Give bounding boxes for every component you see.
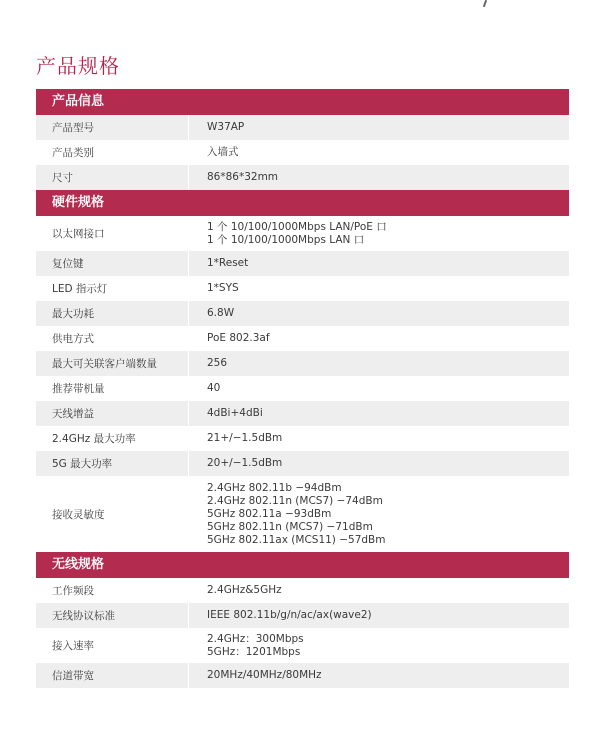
row-label: 2.4GHz 最大功率 bbox=[36, 426, 189, 451]
row-value bbox=[189, 628, 569, 663]
value-line: 40 bbox=[207, 382, 221, 394]
value-line: 5GHz 802.11n (MCS7) −71dBm bbox=[207, 520, 373, 533]
value-line: 6.8W bbox=[207, 307, 235, 319]
value-line: 入墙式 bbox=[207, 146, 239, 158]
row-label: 以太网接口 bbox=[36, 216, 189, 251]
value-line: 5GHz：1201Mbps bbox=[207, 645, 301, 658]
value-line: 86*86*32mm bbox=[207, 171, 279, 183]
value-line: PoE 802.3af bbox=[207, 332, 270, 344]
value-line: 1 个 10/100/1000Mbps LAN/PoE 口 bbox=[207, 220, 387, 233]
row-label: 无线协议标准 bbox=[36, 603, 189, 628]
row-value bbox=[189, 451, 569, 476]
table-row bbox=[36, 351, 569, 376]
row-label: 最大功耗 bbox=[36, 301, 189, 326]
table-row bbox=[36, 663, 569, 688]
value-line: 1 个 10/100/1000Mbps LAN 口 bbox=[207, 233, 365, 246]
row-value bbox=[189, 476, 569, 552]
value-line: IEEE 802.11b/g/n/ac/ax(wave2) bbox=[207, 609, 372, 621]
table-row bbox=[36, 426, 569, 451]
value-line: 5GHz 802.11a −93dBm bbox=[207, 507, 332, 520]
row-value bbox=[189, 165, 569, 190]
value-line: 2.4GHz：300Mbps bbox=[207, 632, 304, 645]
page-title: 产品规格 bbox=[36, 54, 120, 78]
row-label: 产品类别 bbox=[36, 140, 189, 165]
value-line: 21+/−1.5dBm bbox=[207, 432, 283, 444]
table-row bbox=[36, 276, 569, 301]
spec-table bbox=[36, 89, 569, 688]
value-line: W37AP bbox=[207, 121, 245, 133]
table-row bbox=[36, 578, 569, 603]
corner-mark bbox=[483, 0, 487, 7]
row-value bbox=[189, 251, 569, 276]
table-row bbox=[36, 476, 569, 552]
section-header-product-info: 产品信息 bbox=[36, 89, 569, 115]
table-row bbox=[36, 251, 569, 276]
row-value bbox=[189, 578, 569, 603]
table-row bbox=[36, 301, 569, 326]
value-line: 5GHz 802.11ax (MCS11) −57dBm bbox=[207, 533, 386, 546]
table-row bbox=[36, 140, 569, 165]
row-value bbox=[189, 301, 569, 326]
section-header-hardware: 硬件规格 bbox=[36, 190, 569, 216]
row-label: 5G 最大功率 bbox=[36, 451, 189, 476]
value-line: 1*Reset bbox=[207, 257, 249, 269]
row-label: 接入速率 bbox=[36, 628, 189, 663]
row-value bbox=[189, 276, 569, 301]
table-row bbox=[36, 216, 569, 251]
table-row bbox=[36, 451, 569, 476]
row-label: 天线增益 bbox=[36, 401, 189, 426]
value-line: 2.4GHz 802.11n (MCS7) −74dBm bbox=[207, 494, 383, 507]
value-line: 1*SYS bbox=[207, 282, 239, 294]
table-row bbox=[36, 401, 569, 426]
table-row bbox=[36, 115, 569, 140]
row-label: 产品型号 bbox=[36, 115, 189, 140]
row-label: 复位键 bbox=[36, 251, 189, 276]
row-label: 工作频段 bbox=[36, 578, 189, 603]
value-line: 20+/−1.5dBm bbox=[207, 457, 283, 469]
row-value bbox=[189, 376, 569, 401]
value-line: 2.4GHz&5GHz bbox=[207, 584, 282, 596]
row-value bbox=[189, 663, 569, 688]
row-label: 接收灵敏度 bbox=[36, 476, 189, 552]
row-value bbox=[189, 351, 569, 376]
table-row bbox=[36, 326, 569, 351]
table-row bbox=[36, 603, 569, 628]
table-row bbox=[36, 165, 569, 190]
row-label: 尺寸 bbox=[36, 165, 189, 190]
row-label: 供电方式 bbox=[36, 326, 189, 351]
row-label: 推荐带机量 bbox=[36, 376, 189, 401]
table-row bbox=[36, 376, 569, 401]
value-line: 4dBi+4dBi bbox=[207, 407, 263, 419]
row-label: 信道带宽 bbox=[36, 663, 189, 688]
row-value bbox=[189, 140, 569, 165]
row-value bbox=[189, 426, 569, 451]
value-line: 256 bbox=[207, 357, 228, 369]
table-row bbox=[36, 628, 569, 663]
row-value bbox=[189, 603, 569, 628]
row-label: 最大可关联客户端数量 bbox=[36, 351, 189, 376]
row-value bbox=[189, 115, 569, 140]
value-line: 20MHz/40MHz/80MHz bbox=[207, 669, 322, 681]
section-header-wireless: 无线规格 bbox=[36, 552, 569, 578]
value-line: 2.4GHz 802.11b −94dBm bbox=[207, 481, 342, 494]
row-value bbox=[189, 326, 569, 351]
row-value bbox=[189, 216, 569, 251]
row-label: LED 指示灯 bbox=[36, 276, 189, 301]
row-value bbox=[189, 401, 569, 426]
